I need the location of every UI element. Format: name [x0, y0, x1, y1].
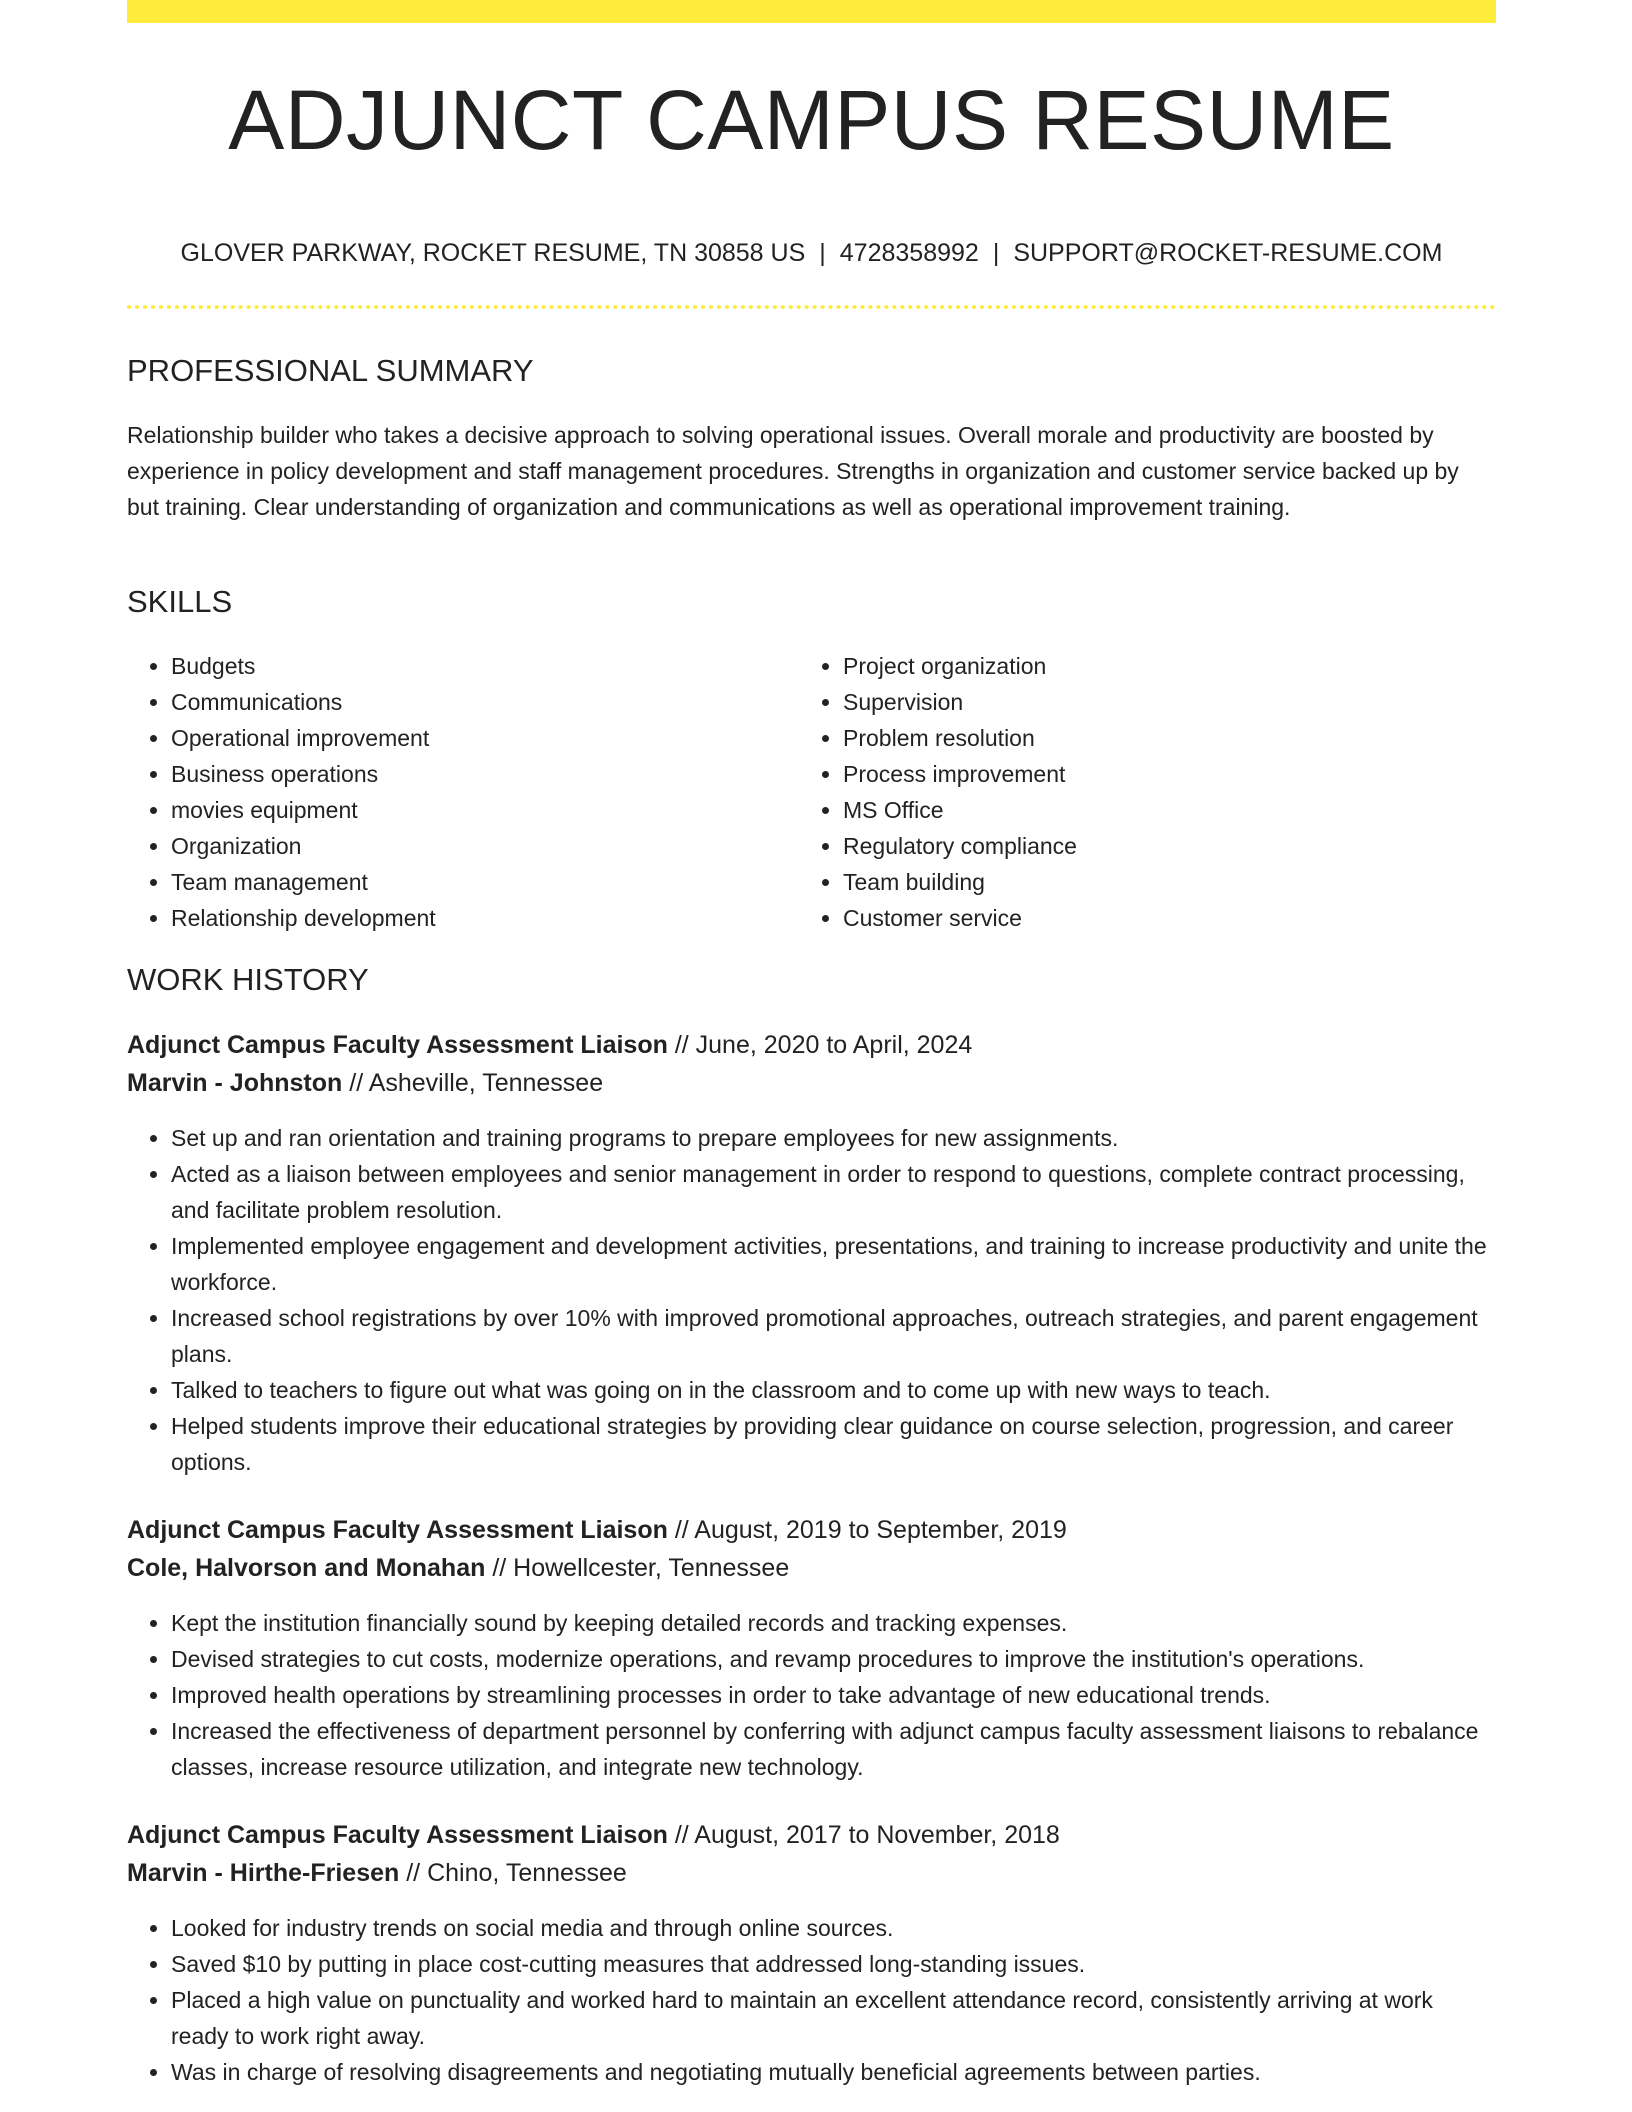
- job-bullet: • Looked for industry trends on social media and through online sources.: [171, 1910, 1496, 1946]
- section-heading-summary: PROFESSIONAL SUMMARY: [127, 353, 534, 388]
- job-bullet: • Acted as a liaison between employees and senior management in order to respond to questions, complete contract processing, and facilitate problem resolution.: [171, 1156, 1496, 1228]
- job-bullet: • Saved $10 by putting in place cost-cutting measures that addressed long-standing issues.: [171, 1946, 1496, 1982]
- job-bullet: • Increased the effectiveness of department personnel by conferring with adjunct campus faculty assessment liaisons to rebalance classes, increase resource utilization, and integrate new technology.: [171, 1713, 1496, 1785]
- skill-item: • Problem resolution: [843, 720, 1483, 756]
- section-heading-work-history: WORK HISTORY: [127, 962, 369, 997]
- summary-text: Relationship builder who takes a decisive approach to solving operational issues. Overall morale and productivity are boosted by experience in policy development and staff management procedures. Strengths in organization and customer service backed up by but training. Clear understanding of organization and communications as well as operational improvement training.: [127, 422, 1459, 520]
- job-bullet: • Helped students improve their educational strategies by providing clear guidance on course selection, progression, and career options.: [171, 1408, 1496, 1480]
- skill-item: • Budgets: [171, 648, 811, 684]
- job-dates: // August, 2017 to November, 2018: [667, 1821, 1060, 1849]
- skill-item: • Supervision: [843, 684, 1483, 720]
- section-heading-skills: SKILLS: [127, 584, 233, 619]
- job-bullet: • Improved health operations by streamlining processes in order to take advantage of new educational trends.: [171, 1677, 1496, 1713]
- job-location: // Asheville, Tennessee: [342, 1069, 604, 1097]
- skill-item: • Organization: [171, 828, 811, 864]
- job-bullets: [127, 1120, 1496, 1480]
- contact-line: [127, 238, 1496, 268]
- skill-item: • Process improvement: [843, 756, 1483, 792]
- job-dates: // August, 2019 to September, 2019: [667, 1516, 1067, 1544]
- skill-item: • MS Office: [843, 792, 1483, 828]
- skills-list-left: [127, 648, 811, 936]
- contact-email: SUPPORT@ROCKET-RESUME.COM: [1013, 239, 1443, 267]
- job-company-line: [127, 1552, 789, 1584]
- job-location: // Chino, Tennessee: [399, 1859, 627, 1887]
- skill-item: • Operational improvement: [171, 720, 811, 756]
- job-bullet: • Talked to teachers to figure out what was going on in the classroom and to come up with new ways to teach.: [171, 1372, 1496, 1408]
- job-company: Marvin - Hirthe-Friesen: [127, 1859, 400, 1887]
- top-accent-bar: [127, 0, 1496, 23]
- job-bullets: [127, 1910, 1496, 2090]
- skill-item: • Project organization: [843, 648, 1483, 684]
- job-bullet: • Was in charge of resolving disagreements and negotiating mutually beneficial agreements between parties.: [171, 2054, 1496, 2090]
- job-location: // Howellcester, Tennessee: [485, 1554, 790, 1582]
- job-bullets: [127, 1605, 1496, 1785]
- skill-item: • Relationship development: [171, 900, 811, 936]
- job-company: Marvin - Johnston: [127, 1069, 343, 1097]
- job-company: Cole, Halvorson and Monahan: [127, 1554, 486, 1582]
- job-bullet: • Increased school registrations by over 10% with improved promotional approaches, outreach strategies, and parent engagement plans.: [171, 1300, 1496, 1372]
- contact-separator: |: [819, 239, 826, 267]
- contact-separator: |: [992, 239, 1000, 267]
- skill-item: • Regulatory compliance: [843, 828, 1483, 864]
- skill-item: • Team building: [843, 864, 1483, 900]
- job-title-line: [127, 1819, 1060, 1851]
- skill-item: • Communications: [171, 684, 811, 720]
- resume-title: ADJUNCT CAMPUS RESUME: [228, 73, 1395, 167]
- contact-phone: 4728358992: [839, 239, 979, 267]
- skill-item: • Business operations: [171, 756, 811, 792]
- job-bullet: • Kept the institution financially sound by keeping detailed records and tracking expenses.: [171, 1605, 1496, 1641]
- job-company-line: [127, 1067, 603, 1099]
- job-title: Adjunct Campus Faculty Assessment Liaison: [127, 1821, 668, 1849]
- job-bullet: • Placed a high value on punctuality and worked hard to maintain an excellent attendance record, consistently arriving at work ready to work right away.: [171, 1982, 1496, 2054]
- job-title-line: [127, 1029, 972, 1061]
- job-company-line: [127, 1857, 627, 1889]
- contact-address: GLOVER PARKWAY, ROCKET RESUME, TN 30858 US: [180, 239, 806, 267]
- job-bullet: • Devised strategies to cut costs, modernize operations, and revamp procedures to improve the institution's operations.: [171, 1641, 1496, 1677]
- job-dates: // June, 2020 to April, 2024: [667, 1031, 973, 1059]
- job-bullet: • Set up and ran orientation and training programs to prepare employees for new assignments.: [171, 1120, 1496, 1156]
- dotted-divider: [127, 305, 1496, 309]
- job-title: Adjunct Campus Faculty Assessment Liaison: [127, 1516, 668, 1544]
- job-bullet: • Implemented employee engagement and development activities, presentations, and training to increase productivity and unite the workforce.: [171, 1228, 1496, 1300]
- job-title-line: [127, 1514, 1067, 1546]
- skill-item: • Customer service: [843, 900, 1483, 936]
- skills-list-right: [799, 648, 1483, 936]
- skill-item: • Team management: [171, 864, 811, 900]
- job-title: Adjunct Campus Faculty Assessment Liaison: [127, 1031, 668, 1059]
- skill-item: • movies equipment: [171, 792, 811, 828]
